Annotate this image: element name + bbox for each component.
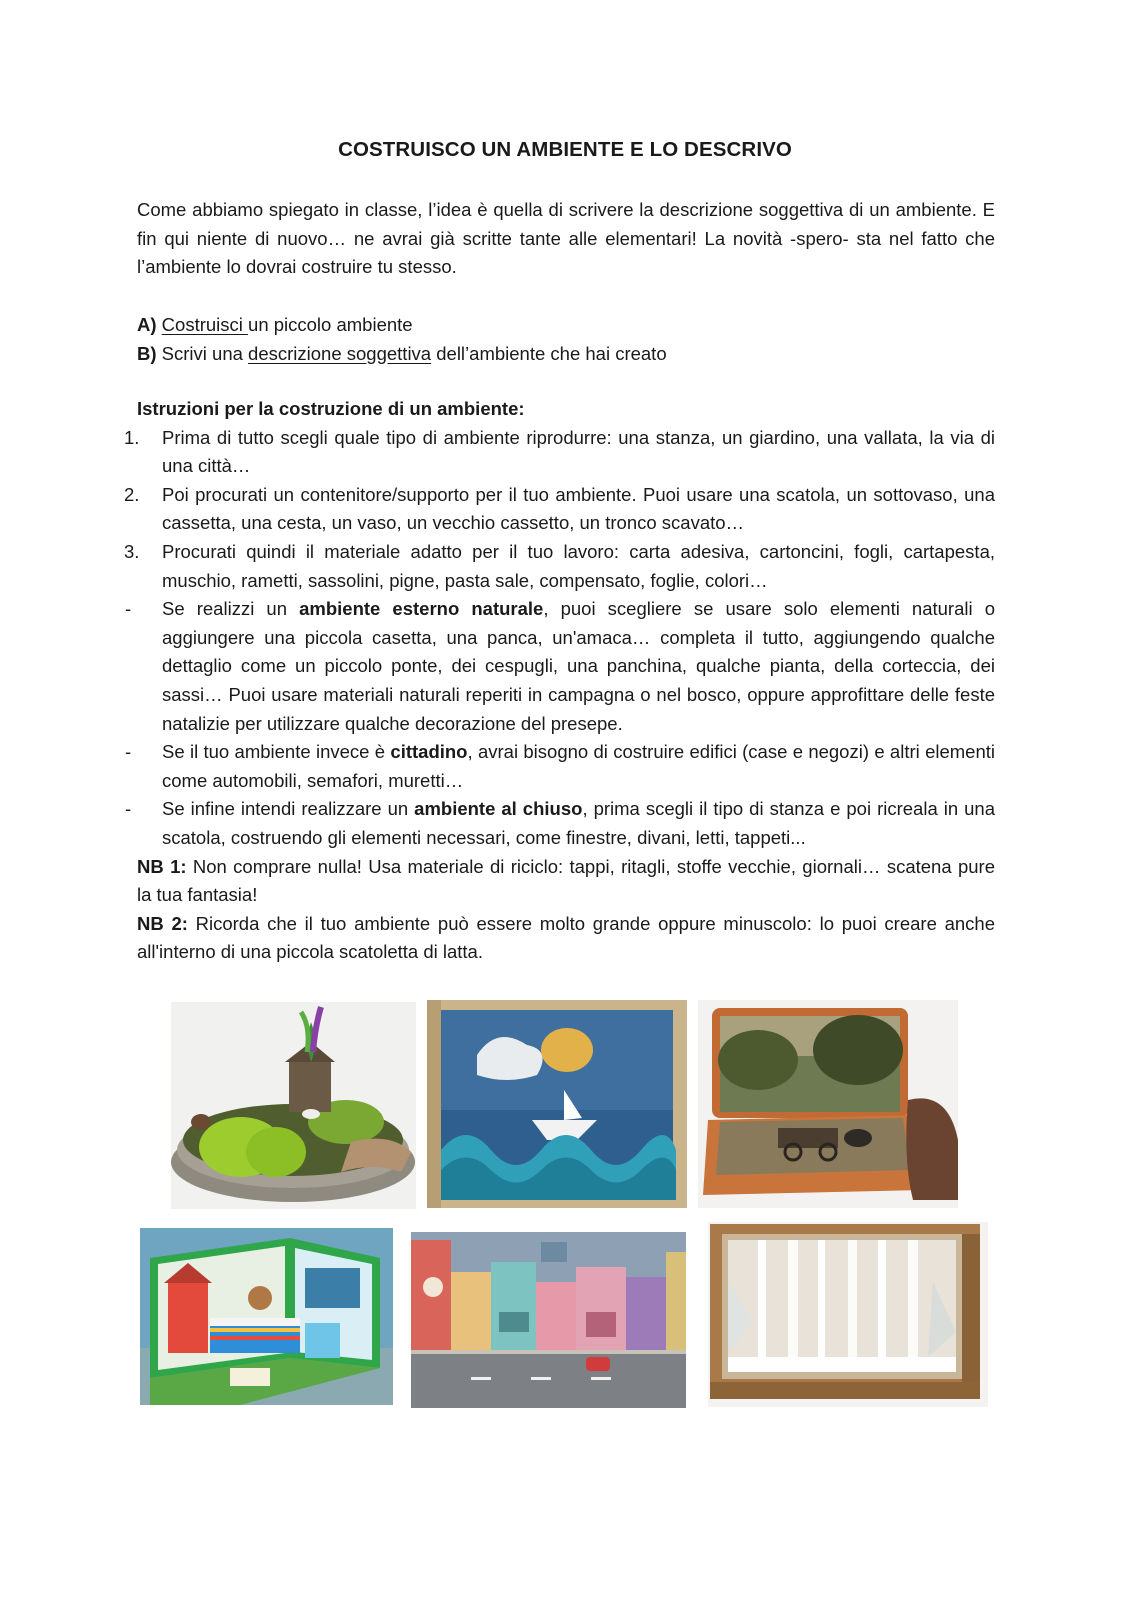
numbered-item xyxy=(124,481,995,538)
photo-paper-sea-box xyxy=(427,1000,687,1208)
dashed-item xyxy=(125,795,995,852)
note-2 xyxy=(137,910,995,967)
task-a-text: un piccolo ambiente xyxy=(248,314,413,335)
photo-city-street xyxy=(411,1232,686,1408)
task-b-label: B) xyxy=(137,342,157,364)
page-title: COSTRUISCO UN AMBIENTE E LO DESCRIVO xyxy=(338,138,792,161)
item-text: Prima di tutto scegli quale tipo di ambiente riprodurre: una stanza, un giardino, una vallata, la via di una città… xyxy=(162,426,995,477)
item-text: , avrai bisogno di costruire edifici (case e negozi) e altri elementi come automobili, semafori, muretti… xyxy=(162,741,995,791)
dashed-item xyxy=(125,595,996,738)
item-bold-text: ambiente esterno naturale xyxy=(299,598,544,620)
dashed-item xyxy=(125,738,995,795)
item-text: Se infine intendi realizzare un xyxy=(162,798,415,820)
task-a xyxy=(137,311,995,340)
numbered-item xyxy=(124,538,995,595)
item-text: Se realizzi un xyxy=(162,598,300,620)
note-1-label: NB 1: xyxy=(137,855,187,877)
item-number: 3. xyxy=(124,540,140,562)
item-dash: - xyxy=(125,798,132,820)
task-list xyxy=(137,311,995,368)
item-text: , puoi scegliere se usare solo elementi naturali o aggiungere una piccola casetta, una panca, un'amaca… completa il tutto, aggiungendo qualche dettaglio come un piccolo ponte, dei cespugli, una panchina, qualche pianta, della corteccia, dei sassi… Puoi usare materiali naturali reperiti in campagna o nel bosco, oppure approfittare delle feste natalizie per utilizzare qualche decorazione del presepe. xyxy=(162,598,996,734)
item-text: Procurati quindi il materiale adatto per il tuo lavoro: carta adesiva, cartoncini, fogli, cartapesta, muschio, rametti, sassolini, pigne, pasta sale, compensato, foglie, colori… xyxy=(162,540,995,591)
task-b-text: dell’ambiente che hai creato xyxy=(431,342,667,364)
item-dash: - xyxy=(125,741,132,763)
instructions-section xyxy=(124,395,996,967)
photo-winter-forest-box xyxy=(708,1222,988,1407)
item-text: Poi procurati un contenitore/supporto per il tuo ambiente. Puoi usare una scatola, un sottovaso, una cassetta, una cesta, un vaso, un vecchio cassetto, un tronco scavato… xyxy=(162,483,995,534)
task-a-label: A) xyxy=(137,314,157,335)
photo-garden-dish xyxy=(171,1002,416,1209)
note-2-label: NB 2: xyxy=(137,912,188,934)
task-b-underlined: descrizione soggettiva xyxy=(248,342,432,364)
item-text: Se il tuo ambiente invece è xyxy=(162,741,391,763)
note-1 xyxy=(137,853,995,910)
task-b xyxy=(137,340,995,369)
item-text: , prima scegli il tipo di stanza e poi ricreala in una scatola, costruendo gli elementi necessari, come finestre, divani, letti, tappeti... xyxy=(162,798,995,848)
note-2-text: Ricorda che il tuo ambiente può essere molto grande oppure minuscolo: lo puoi creare anche all'interno di una piccola scatoletta di latta. xyxy=(137,912,995,963)
instructions-heading: Istruzioni per la costruzione di un ambiente: xyxy=(137,398,525,419)
intro-paragraph: Come abbiamo spiegato in classe, l’idea è quella di scrivere la descrizione soggettiva di un ambiente. E fin qui niente di nuovo… ne avrai già scritte tante alle elementari! La novità -spero- sta nel fatto che l’ambiente lo dovrai costruire tu stesso. xyxy=(137,199,995,278)
note-1-text: Non comprare nulla! Usa materiale di riciclo: tappi, ritagli, stoffe vecchie, giornali… scatena pure la tua fantasia! xyxy=(137,855,995,906)
photo-tin-diorama xyxy=(698,1000,958,1208)
item-bold-text: ambiente al chiuso xyxy=(414,798,583,820)
item-bold-text: cittadino xyxy=(390,741,468,763)
numbered-item xyxy=(124,424,995,481)
task-b-prefix: Scrivi una xyxy=(156,342,249,364)
task-a-underlined: Costruisci xyxy=(161,314,249,335)
photo-kids-bedroom xyxy=(140,1228,393,1405)
item-dash: - xyxy=(125,598,132,620)
item-number: 2. xyxy=(124,483,140,505)
item-number: 1. xyxy=(124,426,140,448)
